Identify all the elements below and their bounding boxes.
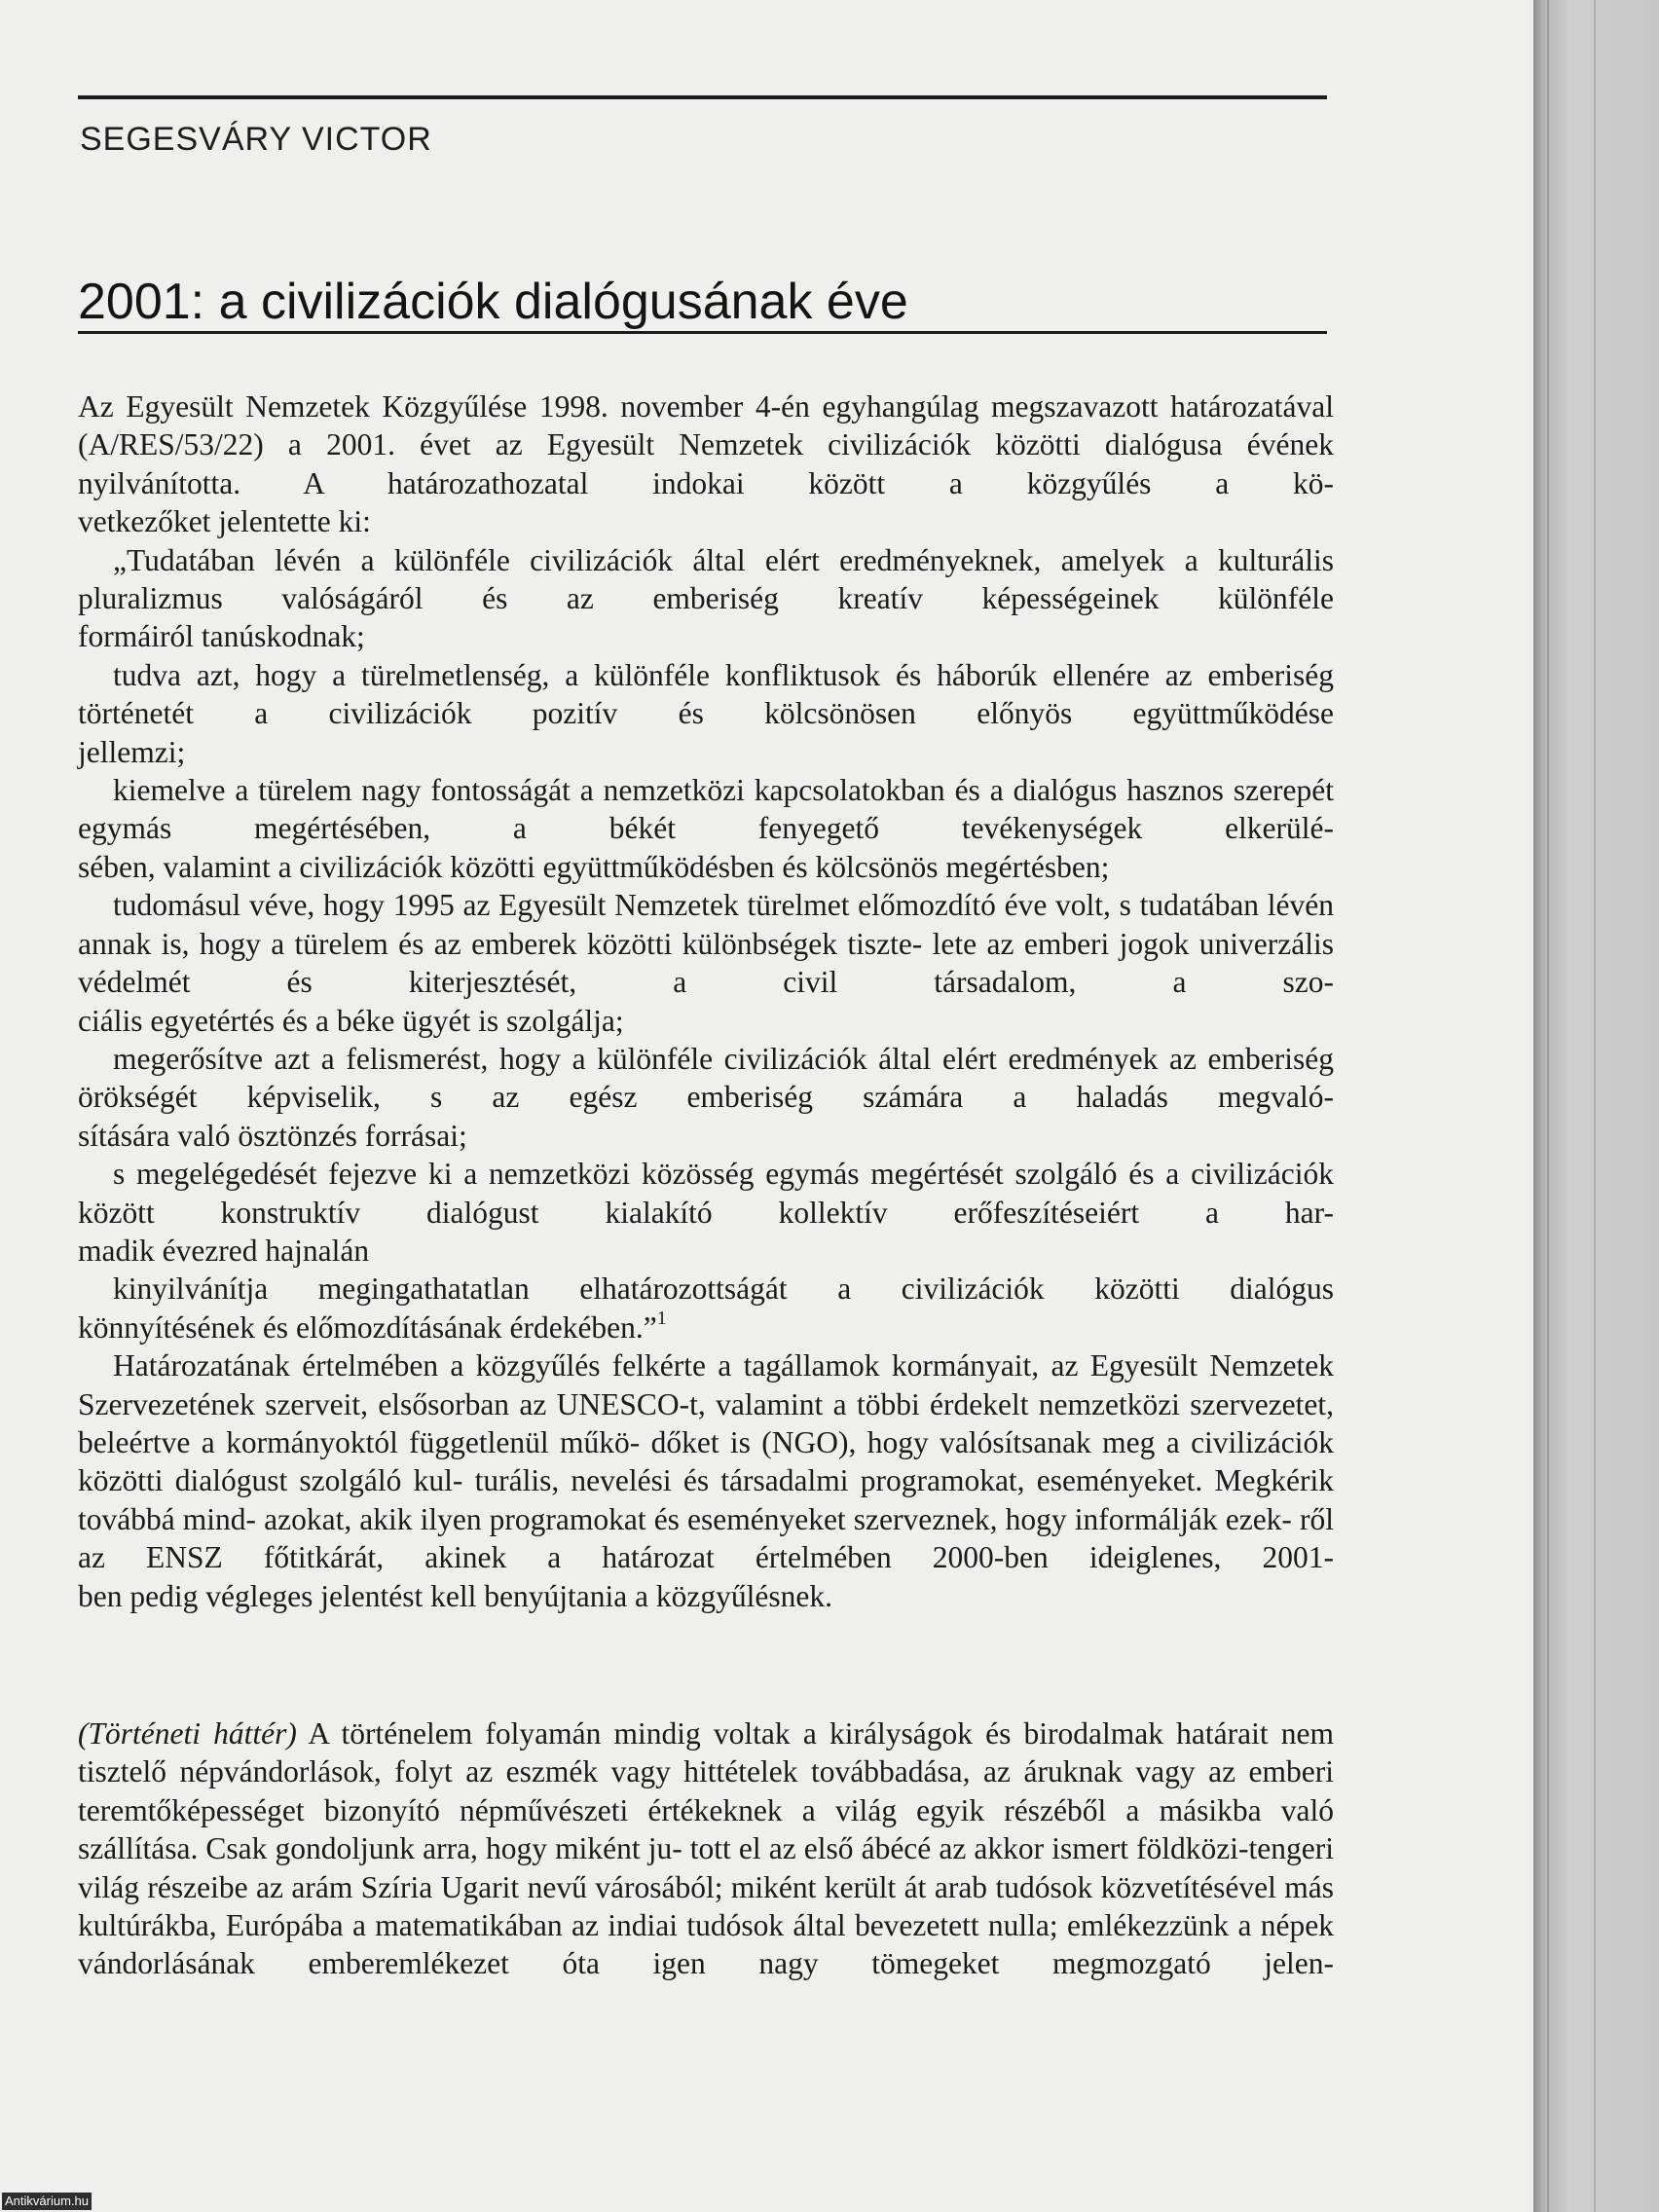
paragraph: kiemelve a türelem nagy fontosságát a nemzetközi kapcsolatokban és a dialógus hasznos szerepét egymás megértésében, a békét fenyegető tevékenységek elkerülé- (78, 773, 1334, 846)
paragraph: Az Egyesült Nemzetek Közgyűlése 1998. november 4-én egyhangúlag megszavazott határozatával (A/RES/53/22) a 2001. évet az Egyesült Nemzetek civilizációk közötti dialógusa évének nyilvánította. A határozathozatal indokai között a közgyűlés a kö- (78, 389, 1334, 500)
paragraph: „Tudatában lévén a különféle civilizációk által elért eredményeknek, amelyek a kulturális pluralizmus valóságáról és az emberiség kreatív képességeinek különféle (78, 542, 1334, 616)
paragraph: tudva azt, hogy a türelmetlenség, a különféle konfliktusok és háborúk ellenére az emberiség történetét a civilizációk pozitív és kölcsönösen előnyös együttműködése (78, 657, 1334, 731)
paragraph: sítására való ösztönzés forrásai; (78, 1118, 467, 1153)
watermark: Antikvárium.hu (2, 2193, 92, 2210)
paragraph: ben pedig végleges jelentést kell benyújtania a közgyűlésnek. (78, 1578, 832, 1613)
paragraph: jellemzi; (78, 734, 186, 769)
paragraph: madik évezred hajnalán (78, 1233, 370, 1268)
body-text (78, 387, 1334, 1983)
footnote-mark: 1 (656, 1307, 667, 1329)
title-rule (78, 331, 1327, 334)
running-header-author: SEGESVÁRY VICTOR (80, 121, 432, 158)
header-rule (78, 95, 1327, 99)
paragraph: formáiról tanúskodnak; (78, 619, 365, 654)
history-paragraph: (Történeti háttér) A történelem folyamán mindig voltak a királyságok és birodalmak határait nem tisztelő népvándorlások, folyt az eszmék vagy hittételek továbbadása, az áruknak vagy az emberi teremtőképességet bizonyító népművészeti értékeknek a világ egyik részéből a másikba való szállítása. Csak gondoljunk arra, hogy miként ju- tott el az első ábécé az akkor ismert földközi-tengeri világ részeibe az arám Szíria Ugarit nevű városából; miként került át arab tudósok közvetítésével más kultúrákba, Európába a matematikában az indiai tudósok által bevezetett nulla; emlékezzünk a népek vándorlásának emberemlékezet óta igen nagy tömegeket megmozgató jelen- (78, 1716, 1335, 1981)
paragraph: kinyilvánítja megingathatatlan elhatározottságát a civilizációk közötti dialógus (113, 1272, 1334, 1307)
paragraph: megerősítve azt a felismerést, hogy a különféle civilizációk által elért eredmények az emberiség örökségét képviselik, s az egész emberiség számára a haladás megvaló- (78, 1041, 1334, 1115)
page-edge (1533, 0, 1659, 2212)
paragraph: vetkezőket jelentette ki: (78, 504, 371, 539)
paragraph: s megelégedését fejezve ki a nemzetközi közösség egymás megértését szolgáló és a civilizációk között konstruktív dialógust kialakító kollektív erőfeszítéseiért a har- (78, 1157, 1335, 1230)
paragraph: Határozatának értelmében a közgyűlés felkérte a tagállamok kormányait, az Egyesült Nemzetek Szervezetének szerveit, elsősorban az UNESCO-t, valamint a többi érdekelt nemzetközi szervezetet, beleértve a kormányoktól függetlenül műkö- dőket is (NGO), hogy valósítsanak meg a civilizációk közötti dialógust szolgáló kul- turális, nevelési és társadalmi programokat, eseményeket. Megkérik továbbá mind- azokat, akik ilyen programokat és eseményeket szerveznek, hogy informálják ezek- ről az ENSZ főtitkárát, akinek a határozat értelmében 2000-ben ideiglenes, 2001- (78, 1348, 1335, 1575)
section-label: (Történeti háttér) (78, 1716, 297, 1751)
chapter-title: 2001: a civilizációk dialógusának éve (78, 274, 908, 330)
paragraph: könnyítésének és előmozdításának érdekében.”$^1$ (78, 1307, 667, 1345)
paragraph: tudomásul véve, hogy 1995 az Egyesült Nemzetek türelmet előmozdító éve volt, s tudatában lévén annak is, hogy a türelem és az emberek közötti különbségek tiszte- lete az emberi jogok univerzális védelmét és kiterjesztését, a civil társadalom, a szo- (78, 888, 1334, 1000)
paragraph: sében, valamint a civilizációk közötti együttműködésben és kölcsönös megértésben; (78, 849, 1110, 884)
paragraph: ciális egyetértés és a béke ügyét is szolgálja; (78, 1003, 624, 1038)
